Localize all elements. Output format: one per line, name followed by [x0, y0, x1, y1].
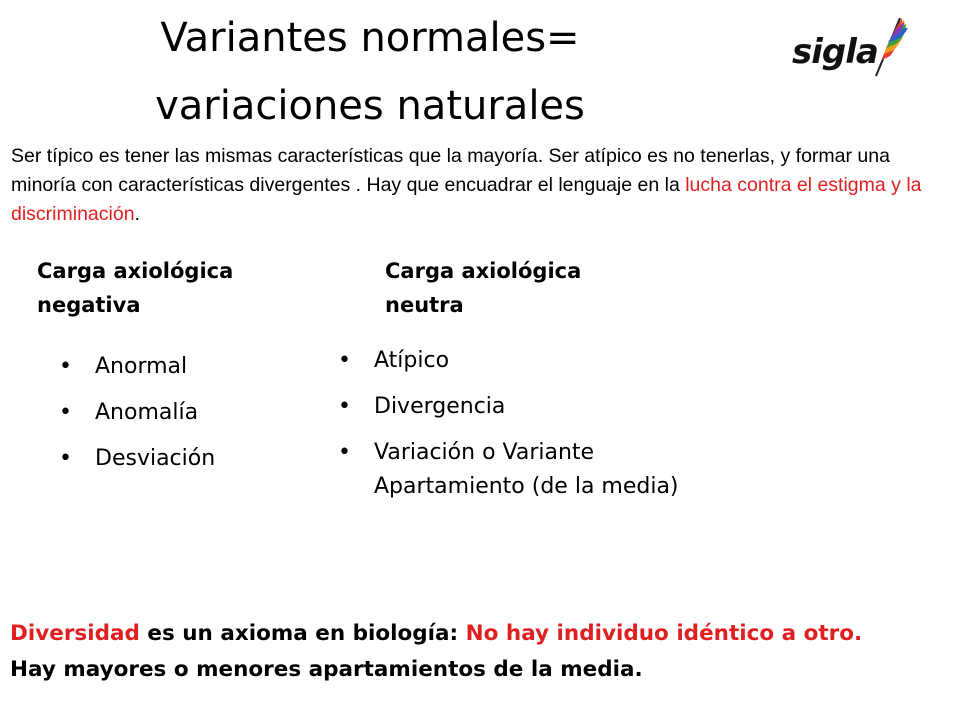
- list-item: [338, 346, 818, 376]
- list-item: [338, 438, 818, 468]
- bullet-icon: •: [59, 354, 72, 379]
- heading-neutral: [385, 254, 645, 322]
- heading-negative-line-1: Carga axiológica: [37, 259, 234, 283]
- intro-text-2: .: [134, 203, 140, 225]
- heading-neutral-line-1: Carga axiológica: [385, 259, 582, 283]
- bullet-icon: •: [338, 348, 351, 373]
- logo-text: sigla: [792, 32, 878, 72]
- footer-statement: [10, 616, 955, 688]
- list-item-label: Anormal: [95, 354, 188, 379]
- footer-red-2: No hay individuo idéntico a otro.: [465, 621, 863, 646]
- list-item-label: Variación o Variante: [374, 440, 595, 465]
- heading-negative-line-2: negativa: [37, 293, 141, 317]
- list-item-label: Apartamiento (de la media): [374, 474, 679, 499]
- bullet-icon: •: [59, 446, 72, 471]
- list-item: [59, 398, 319, 428]
- list-item: [59, 444, 319, 474]
- heading-negative: [37, 254, 297, 322]
- title-line-1: Variantes normales=: [160, 15, 580, 61]
- footer-line-1: [10, 616, 955, 652]
- list-item-continuation: [338, 472, 818, 502]
- footer-line-2: Hay mayores o menores apartamientos de la media.: [10, 657, 643, 682]
- list-item-label: Atípico: [374, 348, 450, 373]
- intro-text-1: Ser típico es tener las mismas características que la mayoría. Ser atípico es no tenerlas, y formar una minoría con características divergentes . Hay que encuadrar el lenguaje en la: [11, 145, 890, 196]
- neutral-terms-list: [338, 346, 818, 518]
- negative-terms-list: [59, 352, 319, 490]
- page-title: [60, 4, 680, 140]
- sigla-logo: [778, 10, 918, 90]
- feather-icon: [778, 10, 918, 90]
- list-item: [338, 392, 818, 422]
- heading-neutral-line-2: neutra: [385, 293, 464, 317]
- bullet-icon: •: [338, 440, 351, 465]
- footer-black-1: es un axioma en biología:: [139, 621, 466, 646]
- intro-paragraph: [11, 142, 956, 229]
- title-line-2: variaciones naturales: [155, 83, 585, 129]
- intro-highlight: lucha contra el estigma y la discriminación: [11, 174, 922, 225]
- bullet-icon: •: [338, 394, 351, 419]
- list-item-label: Anomalía: [95, 400, 199, 425]
- bullet-icon: •: [59, 400, 72, 425]
- list-item-label: Divergencia: [374, 394, 506, 419]
- list-item-label: Desviación: [95, 446, 216, 471]
- list-item: [59, 352, 319, 382]
- footer-red-1: Diversidad: [10, 621, 140, 646]
